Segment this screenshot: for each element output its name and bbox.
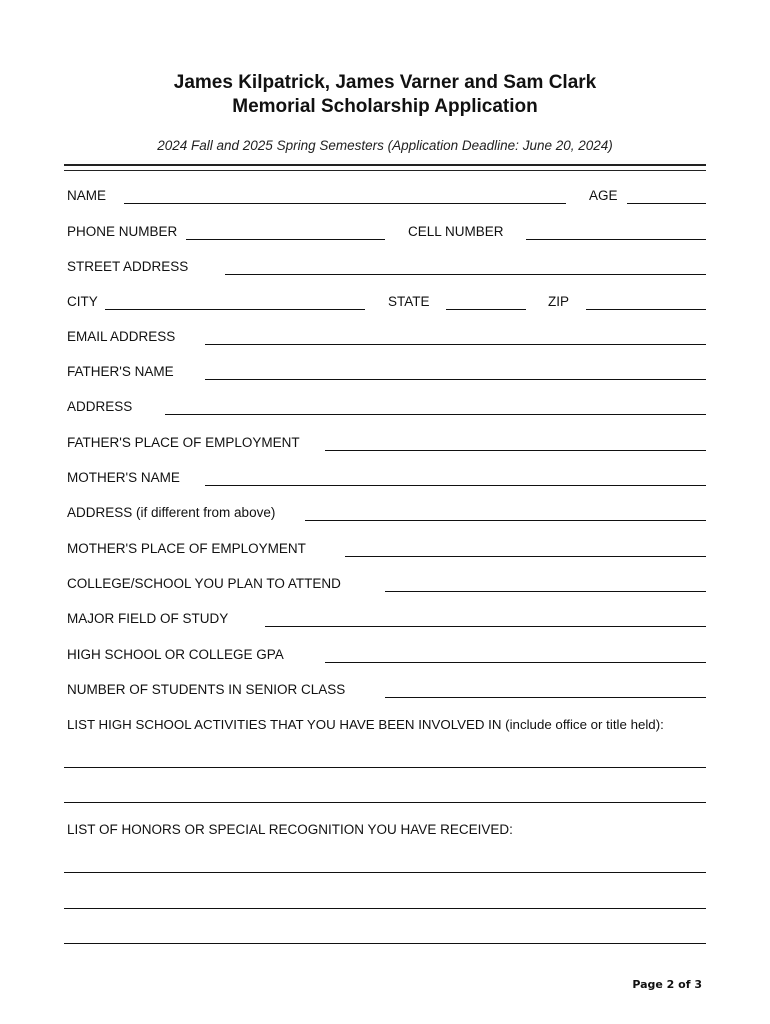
major-field-field[interactable] (265, 626, 706, 627)
fathers-employment-field[interactable] (325, 450, 706, 451)
form-title-line1: James Kilpatrick, James Varner and Sam Clark (173, 72, 597, 93)
senior-class-field[interactable] (385, 697, 706, 698)
email-address-label: EMAIL ADDRESS (67, 329, 176, 344)
zip-field[interactable] (586, 309, 706, 310)
mothers-employment-field[interactable] (345, 556, 706, 557)
page-number: Page 2 of 3 (632, 978, 702, 991)
email-address-field[interactable] (205, 344, 706, 345)
age-label: AGE (589, 188, 618, 203)
header-divider (64, 164, 706, 171)
fathers-name-field[interactable] (205, 379, 706, 380)
address-field[interactable] (165, 414, 706, 415)
phone-number-label: PHONE NUMBER (67, 224, 178, 239)
city-label: CITY (67, 294, 98, 309)
mothers-employment-label: MOTHER'S PLACE OF EMPLOYMENT (67, 541, 306, 556)
major-field-label: MAJOR FIELD OF STUDY (67, 611, 229, 626)
activities-label: LIST HIGH SCHOOL ACTIVITIES THAT YOU HAVE BEEN INVOLVED IN (include office or title held): (67, 717, 664, 732)
form-subtitle: 2024 Fall and 2025 Spring Semesters (Application Deadline: June 20, 2024) (157, 138, 613, 153)
age-field[interactable] (627, 203, 706, 204)
gpa-label: HIGH SCHOOL OR COLLEGE GPA (67, 647, 284, 662)
fathers-name-label: FATHER'S NAME (67, 364, 174, 379)
senior-class-label: NUMBER OF STUDENTS IN SENIOR CLASS (67, 682, 346, 697)
honors-label: LIST OF HONORS OR SPECIAL RECOGNITION YOU HAVE RECEIVED: (67, 822, 513, 837)
phone-number-field[interactable] (186, 239, 385, 240)
college-school-label: COLLEGE/SCHOOL YOU PLAN TO ATTEND (67, 576, 341, 591)
college-school-field[interactable] (385, 591, 706, 592)
mothers-name-field[interactable] (205, 485, 706, 486)
name-label: NAME (67, 188, 107, 203)
state-field[interactable] (446, 309, 526, 310)
name-field[interactable] (124, 203, 566, 204)
form-title-line2: Memorial Scholarship Application (232, 96, 538, 117)
cell-number-label: CELL NUMBER (408, 224, 504, 239)
cell-number-field[interactable] (526, 239, 706, 240)
honors-line-3[interactable] (64, 943, 706, 944)
address-label: ADDRESS (67, 399, 133, 414)
zip-label: ZIP (548, 294, 570, 309)
honors-line-2[interactable] (64, 908, 706, 909)
state-label: STATE (388, 294, 430, 309)
honors-line-1[interactable] (64, 872, 706, 873)
activities-line-2[interactable] (64, 802, 706, 803)
address-different-label: ADDRESS (if different from above) (67, 505, 276, 520)
gpa-field[interactable] (325, 662, 706, 663)
street-address-field[interactable] (225, 274, 706, 275)
street-address-label: STREET ADDRESS (67, 259, 189, 274)
activities-line-1[interactable] (64, 767, 706, 768)
mothers-name-label: MOTHER'S NAME (67, 470, 180, 485)
address-different-field[interactable] (305, 520, 706, 521)
fathers-employment-label: FATHER'S PLACE OF EMPLOYMENT (67, 435, 300, 450)
city-field[interactable] (105, 309, 365, 310)
